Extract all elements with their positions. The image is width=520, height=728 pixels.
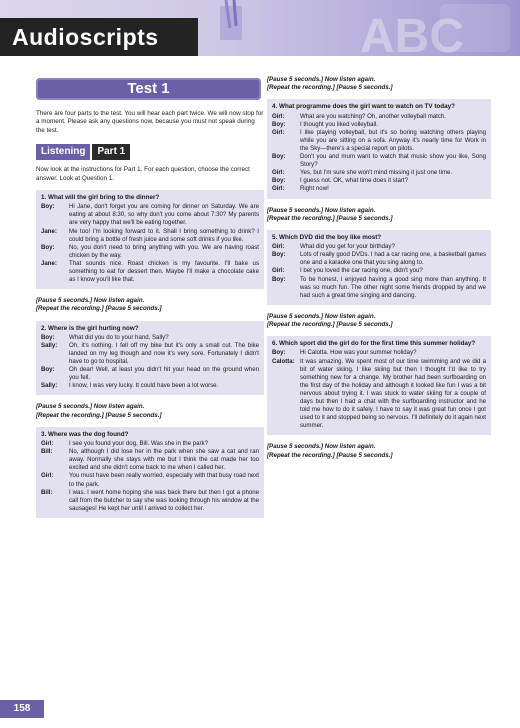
speaker: Boy:: [41, 203, 55, 211]
pause-instruction: [267, 313, 491, 329]
dialogue-line: [41, 366, 259, 382]
speaker: Boy:: [272, 120, 286, 128]
speaker: Boy:: [272, 251, 286, 259]
pause-repeat-text: [Repeat the recording.] [Pause 5 seconds.]: [267, 84, 393, 92]
dialogue-text: Me too! I'm looking forward to it. Shall I bring something to drink? I could bring a bottle of fresh juice and some soft drinks if you like.: [69, 227, 259, 243]
intro-paragraph: There are four parts to the test. You will hear each part twice. We will now stop for a moment. Please ask any questions now, because you must not speak during the test.: [36, 110, 264, 134]
speaker: Jane:: [41, 259, 57, 267]
speaker: Boy:: [272, 153, 286, 161]
speaker: Boy:: [272, 177, 286, 185]
dialogue-text: No, you don't need to bring anything with you. We are having roast chicken by the way.: [69, 243, 259, 259]
dialogue-line: [41, 342, 259, 366]
dialogue-text: No, although I did lose her in the park when she saw a cat and ran away. Normally she stays with me but I think the cat made her too excited and she didn't come back to me when I called her.: [69, 448, 259, 472]
speaker: Jane:: [41, 227, 57, 235]
pause-repeat-text: [Repeat the recording.] [Pause 5 seconds.]: [267, 321, 393, 329]
dialogue-text: I guess not. OK, what time does it start?: [300, 177, 409, 185]
dialogue-line: [41, 203, 259, 227]
question-box-3: [36, 427, 264, 518]
pause-repeat-text: [Repeat the recording.] [Pause 5 seconds.]: [267, 451, 393, 459]
pause-instruction: [267, 76, 491, 92]
question-title: 6. Which sport did the girl do for the first time this summer holiday?: [272, 340, 476, 348]
dialogue-text: Hi Calotta. How was your summer holiday?: [300, 349, 417, 357]
dialogue-text: I thought you liked volleyball.: [300, 120, 378, 128]
dialogue-line: [272, 243, 486, 251]
question-box-2: [36, 321, 264, 396]
dialogue-line: [272, 349, 486, 357]
dialogue-text: What did you get for your birthday?: [300, 243, 395, 251]
dialogue-text: I know, I was very lucky. It could have been a lot worse.: [69, 382, 219, 390]
dialogue-line: [272, 185, 486, 193]
speaker: Calotta:: [272, 357, 295, 365]
question-title: 1. What will the girl bring to the dinner?: [41, 194, 160, 202]
pause-listen-text: [Pause 5 seconds.] Now listen again.: [36, 403, 145, 411]
dialogue-text: Oh, it's nothing. I fell off my bike but it's only a small cut. The bike landed on my leg though and now it's very sore. Fortunately I didn't have to go to hospital.: [69, 341, 259, 366]
speaker: Sally:: [41, 341, 58, 349]
pause-listen-text: [Pause 5 seconds.] Now listen again.: [267, 76, 376, 83]
dialogue-line: [272, 169, 486, 177]
question-box-4: [267, 99, 491, 198]
dialogue-line: [272, 358, 486, 431]
dialogue-line: [272, 129, 486, 153]
header-title: Audioscripts: [0, 18, 198, 56]
speaker: Boy:: [41, 333, 55, 341]
dialogue-text: I see you found your dog, Bill. Was she in the park?: [69, 440, 208, 448]
dialogue-text: Oh dear! Well, at least you didn't hit your head on the ground when you fell.: [69, 366, 259, 382]
header-decoration-art: [200, 0, 520, 56]
dialogue-line: [272, 276, 486, 300]
dialogue-text: Right now!: [300, 185, 329, 193]
dialogue-text: It was amazing. We spent most of our time swimming and we did a bit of water skiing. I like skiing but then I thought I'd like to try something new for a change. My brother had been surfboarding on the first day of the holiday and although it looked like fun I was a bit nervous about trying it. I was stuck to water skiing for a couple of days but then I had a chat with the surfboarding instructor and he told me how to do it safely. I have to say it was great fun once I got used to it and stopped being so nervous. I'll definitely do it again next summer.: [300, 357, 486, 430]
dialogue-text: That sounds nice. Roast chicken is my favourite. I'll bake us something to eat for dessert then. Maybe I'll make a chocolate cake as I know you'll like that.: [69, 259, 259, 284]
question-title: 5. Which DVD did the boy like most?: [272, 233, 382, 241]
dialogue-line: [272, 113, 486, 121]
speaker: Girl:: [272, 128, 285, 136]
pause-listen-text: [Pause 5 seconds.] Now listen again.: [267, 312, 376, 320]
dialogue-line: [41, 489, 259, 513]
pause-listen-text: [Pause 5 seconds.] Now listen again.: [267, 206, 376, 214]
pause-listen-text: [Pause 5 seconds.] Now listen again.: [267, 443, 376, 451]
test-title-banner: Test 1: [36, 78, 261, 100]
part-label: Part 1: [92, 144, 130, 160]
dialogue-line: [272, 177, 486, 185]
dialogue-text: What are you watching? Oh, another volleyball match.: [300, 112, 446, 120]
dialogue-text: Lots of really good DVDs. I had a car racing one, a basketball games one and a karaoke one that you sing along to.: [300, 251, 486, 267]
pause-repeat-text: [Repeat the recording.] [Pause 5 seconds.]: [267, 214, 393, 222]
question-box-1: [36, 190, 264, 289]
pause-instruction: [267, 207, 491, 223]
dialogue-line: [272, 267, 486, 275]
dialogue-text: To be honest, I enjoyed having a good sing more than anything. It was so much fun. The other night some friends dropped by and we had such a great time singing and dancing.: [300, 275, 486, 299]
dialogue-text: I bet you loved the car racing one, didn't you?: [300, 267, 423, 275]
dialogue-line: [41, 260, 259, 284]
listening-label: Listening: [36, 144, 90, 160]
dialogue-text: Don't you and mum want to watch that music show you like, Song Story?: [300, 153, 486, 169]
page-number: 158: [0, 700, 44, 718]
speaker: Bill:: [41, 448, 53, 456]
speaker: Bill:: [41, 488, 53, 496]
dialogue-text: What did you do to your hand, Sally?: [69, 333, 169, 341]
dialogue-line: [41, 244, 259, 260]
dialogue-line: [41, 472, 259, 488]
speaker: Boy:: [272, 349, 286, 357]
question-title: 3. Where was the dog found?: [41, 430, 129, 438]
question-title: 2. Where is the girl hurting now?: [41, 324, 139, 332]
header-band: [0, 0, 520, 56]
dialogue-line: [272, 121, 486, 129]
pause-instruction: [267, 443, 491, 459]
speaker: Boy:: [272, 275, 286, 283]
pause-instruction: [36, 297, 264, 313]
speaker: Girl:: [41, 440, 54, 448]
dialogue-line: [41, 382, 259, 390]
right-column: [267, 76, 491, 460]
dialogue-line: [41, 440, 259, 448]
speaker: Girl:: [41, 472, 54, 480]
dialogue-text: Yes, but I'm sure she won't mind missing it just one time.: [300, 169, 453, 177]
dialogue-text: I like playing volleyball, but it's so boring watching others playing while you are sitting on a sofa. Anyway it's nearly time for Work in the Sky—there's a special report on pilots.: [300, 128, 486, 152]
dialogue-text: Hi Jane, don't forget you are coming for dinner on Saturday. We are eating at about 8:30, so why don't you come about 7:30? My parents are very happy that we'll be eating together.: [69, 203, 259, 227]
speaker: Sally:: [41, 382, 58, 390]
pause-instruction: [36, 403, 264, 419]
question-title: 4. What programme does the girl want to watch on TV today?: [272, 103, 455, 111]
speaker: Boy:: [41, 243, 55, 251]
instructions-paragraph: Now look at the instructions for Part 1. For each question, choose the correct answer. Look at Question 1.: [36, 166, 250, 182]
dialogue-line: [272, 153, 486, 169]
speaker: Girl:: [272, 112, 285, 120]
dialogue-line: [272, 251, 486, 267]
dialogue-line: [41, 448, 259, 472]
question-box-6: [267, 336, 491, 435]
left-column: [36, 78, 264, 518]
pause-listen-text: [Pause 5 seconds.] Now listen again.: [36, 297, 145, 305]
listening-part-heading: [36, 144, 264, 160]
question-box-5: [267, 230, 491, 305]
speaker: Girl:: [272, 169, 285, 177]
speaker: Boy:: [41, 366, 55, 374]
pause-repeat-text: [Repeat the recording.] [Pause 5 seconds.]: [36, 411, 162, 419]
speaker: Girl:: [272, 185, 285, 193]
speaker: Girl:: [272, 243, 285, 251]
dialogue-text: I was. I went home hoping she was back there but then I got a phone call from the butcher to say she was looking through his window at the sausages! He kept her until I arrived to collect her.: [69, 488, 259, 512]
pause-repeat-text: [Repeat the recording.] [Pause 5 seconds.]: [36, 305, 162, 313]
dialogue-line: [41, 228, 259, 244]
dialogue-line: [41, 334, 259, 342]
speaker: Girl:: [272, 267, 285, 275]
svg-text:ABC: ABC: [360, 10, 464, 56]
dialogue-text: You must have been really worried, especially with that busy road next to the park.: [69, 472, 259, 488]
